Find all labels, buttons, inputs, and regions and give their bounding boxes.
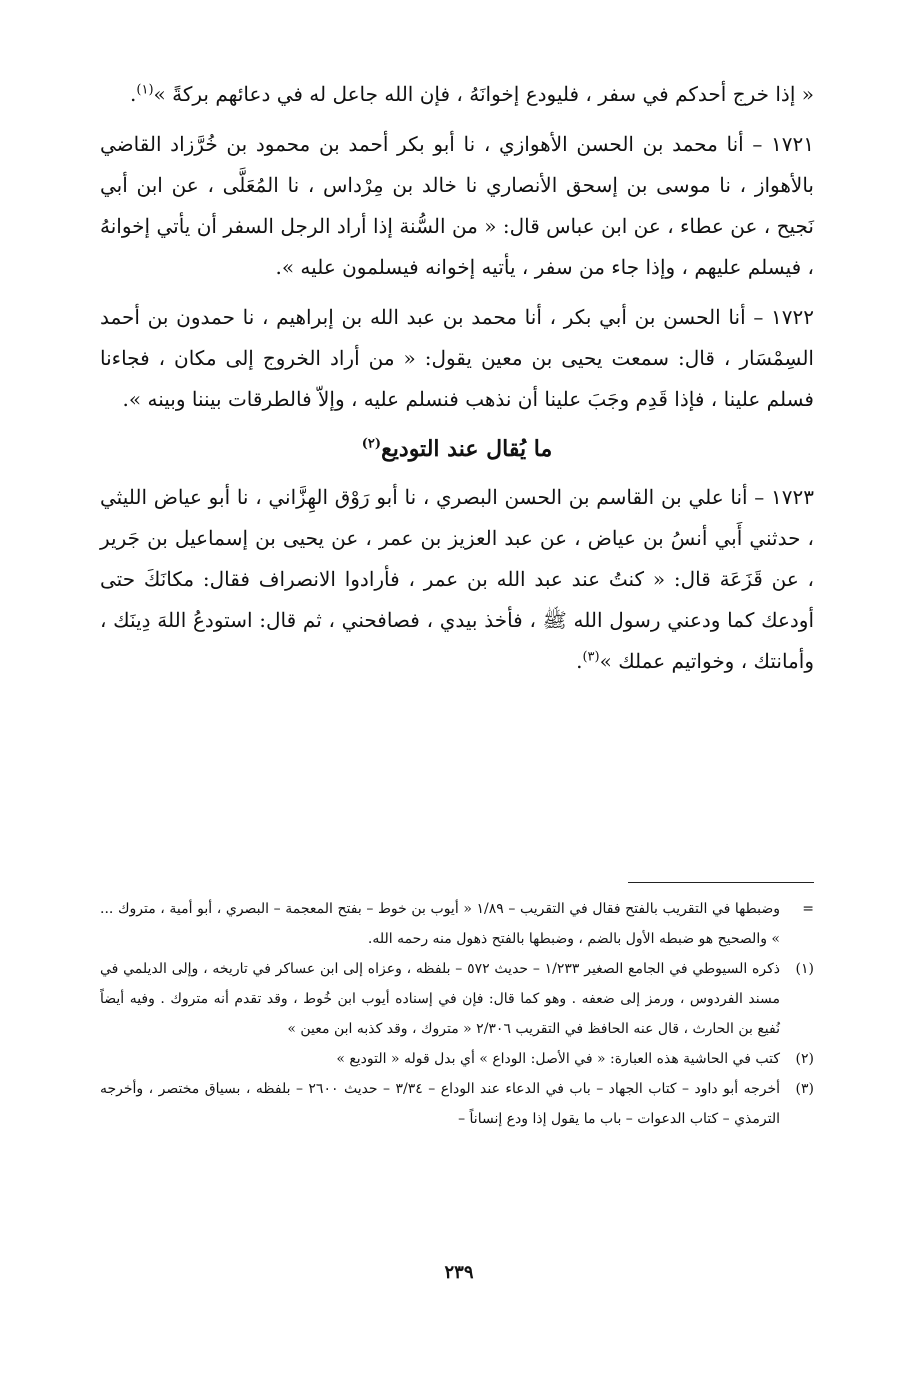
page-content	[100, 74, 814, 1127]
footnote-2	[100, 1044, 814, 1074]
section-heading	[100, 429, 814, 469]
footnote-continuation-text: وضبطها في التقريب بالفتح فقال في التقريب – ١/٨٩ « أيوب بن خوط – بفتح المعجمة – البصري ، أبو أمية ، متروك ... » والصحيح هو ضبطه الأول بالضم ، وضبطها بالفتح ذهول منه رحمه الله.	[100, 901, 780, 947]
hadith-1721: ١٧٢١ – أنا محمد بن الحسن الأهوازي ، نا أبو بكر أحمد بن محمود بن خُرَّزاد القاضي بالأهواز ، نا موسى بن إسحق الأنصاري نا خالد بن مِرْداس ، نا المُعَلَّى ، عن ابن أبي نَجيح ، عن عطاء ، عن ابن عباس قال: « من السُّنة إذا أراد الرجل السفر أن يأتي إخوانهُ ، فيسلم عليهم ، وإذا جاء من سفر ، يأتيه إخوانه فيسلمون عليه ».	[100, 132, 814, 279]
footnotes	[100, 894, 814, 1134]
hadith-1722: ١٧٢٢ – أنا الحسن بن أبي بكر ، أنا محمد بن عبد الله بن إبراهيم ، نا حمدون بن أحمد السِمْسَار ، قال: سمعت يحيى بن معين يقول: « من أراد الخروج إلى مكان ، فجاءنا فسلم علينا ، فإذا قَدِم وجَبَ علينا أن نذهب فنسلم عليه ، وإلاّ فالطرقات بيننا وبينه ».	[100, 305, 814, 411]
page-number: ٢٣٩	[444, 1262, 474, 1283]
para-1-text: « إذا خرج أحدكم في سفر ، فليودع إخوانَهُ ، فإن الله جاعل له في دعائهم بركةً »	[153, 82, 814, 106]
footnote-3-mark: (٣)	[795, 1081, 814, 1097]
hadith-1723	[100, 477, 814, 682]
hadith-text-continuation	[100, 74, 814, 115]
footnote-3-text: أخرجه أبو داود – كتاب الجهاد – باب في الدعاء عند الوداع – ٣/٣٤ – حديث ٢٦٠٠ – بلفظه ، بسياق مختصر ، وأخرجه الترمذي – كتاب الدعوات – باب ما يقول إذا ودع إنساناً –	[100, 1081, 780, 1127]
footnote-1-text: ذكره السيوطي في الجامع الصغير ١/٢٣٣ – حديث ٥٧٢ – بلفظه ، وعزاه إلى ابن عساكر في تاريخه ، وإلى الديلمي في مسند الفردوس ، ورمز إلى ضعفه . وهو كما قال: فإن في إسناده أيوب ابن خُوط ، وقد تقدم أنه متروك . وفيه أيضاً نُفيع بن الحارث ، قال عنه الحافظ في التقريب ٢/٣٠٦ « متروك ، وقد كذبه ابن معين »	[100, 961, 780, 1037]
footnote-2-text: كتب في الحاشية هذه العبارة: « في الأصل: الوداع » أي بدل قوله « التوديع »	[336, 1051, 780, 1067]
footnote-continuation	[100, 894, 814, 954]
para-4-end: .	[576, 649, 583, 673]
footnote-ref-1[interactable]: (١)	[136, 82, 154, 98]
footnote-1-mark: (١)	[795, 961, 814, 977]
section-heading-text: ما يُقال عند التوديع	[381, 436, 553, 462]
footnote-2-mark: (٢)	[795, 1051, 814, 1067]
para-1-end: .	[130, 82, 137, 106]
footnote-continuation-mark: =	[802, 901, 814, 917]
footnote-ref-2[interactable]: (٢)	[361, 436, 382, 452]
main-text	[100, 74, 814, 682]
footnote-separator	[628, 882, 814, 883]
para-4-text: ١٧٢٣ – أنا علي بن القاسم بن الحسن البصري ، نا أبو رَوْق الهِزَّاني ، نا أبو عياض الليثي ، حدثني أَبي أنسُ بن عياض ، عن عبد العزيز بن عمر ، عن يحيى بن إسماعيل بن جَرير ، عن قَزَعَة قال: « كنتُ عند عبد الله بن عمر ، فأرادوا الانصراف فقال: مكانَكَ حتى أودعك كما ودعني رسول الله ﷺ ، فأخذ بيدي ، فصافحني ، ثم قال: استودعُ اللهَ دِينَك ، وأمانتك ، وخواتيم عملك »	[100, 485, 814, 673]
footnote-1	[100, 954, 814, 1044]
footnote-ref-3[interactable]: (٣)	[582, 649, 600, 665]
footnote-3	[100, 1074, 814, 1134]
